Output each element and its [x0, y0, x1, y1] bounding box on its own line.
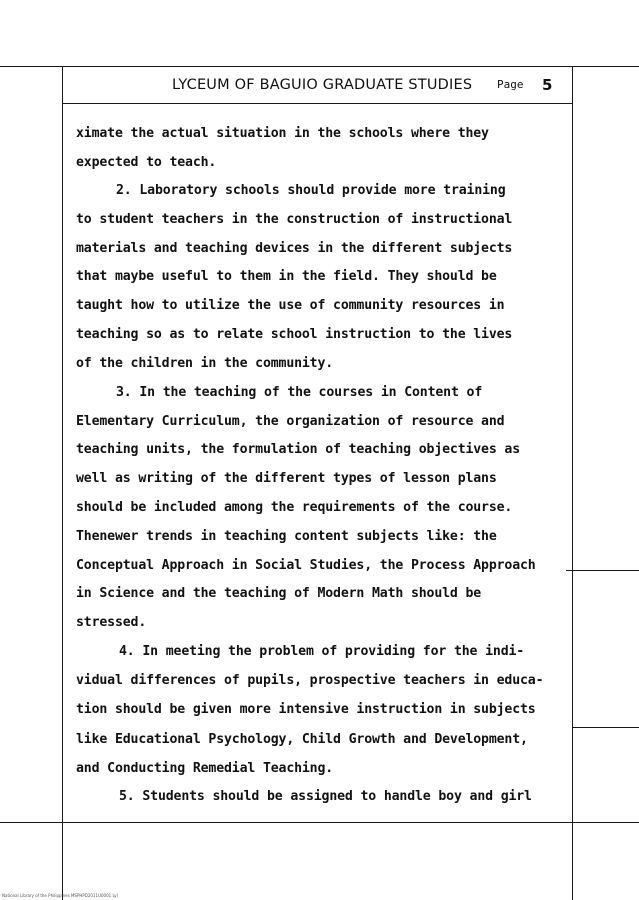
text-line: in Science and the teaching of Modern Math should be [76, 586, 482, 601]
text-line: and Conducting Remedial Teaching. [76, 761, 334, 776]
text-line: to student teachers in the construction of instructional [76, 212, 513, 227]
text-line: ximate the actual situation in the schools where they [76, 126, 489, 141]
right-margin-rule [572, 66, 573, 900]
text-line: 4. In meeting the problem of providing for the indi- [119, 644, 525, 659]
page-label: Page [497, 78, 524, 91]
text-line: tion should be given more intensive instruction in subjects [76, 702, 536, 717]
text-line: Conceptual Approach in Social Studies, the Process Approach [76, 558, 536, 573]
text-line: 3. In the teaching of the courses in Content of [116, 385, 483, 400]
text-line: 5. Students should be assigned to handle boy and girl [119, 789, 532, 804]
left-margin-rule [62, 66, 63, 900]
text-line: expected to teach. [76, 155, 217, 170]
text-line: teaching units, the formulation of teaching objectives as [76, 442, 521, 457]
text-line: should be included among the requirements of the course. [76, 500, 513, 515]
text-line: stressed. [76, 615, 147, 630]
text-line: Thenewer trends in teaching content subjects like: the [76, 529, 497, 544]
text-line: 2. Laboratory schools should provide more training [116, 183, 506, 198]
page-number: 5 [542, 76, 553, 94]
archive-footer-note: National Library of the Philippines MSPHPD2011U0001 Lyl [2, 893, 118, 898]
header-bottom-rule [62, 103, 573, 104]
right-margin-tick-upper [566, 570, 639, 571]
header-top-rule [0, 66, 639, 67]
text-line: that maybe useful to them in the field. They should be [76, 269, 497, 284]
text-line: Elementary Curriculum, the organization of resource and [76, 414, 505, 429]
text-line: well as writing of the different types of lesson plans [76, 471, 497, 486]
text-line: materials and teaching devices in the different subjects [76, 241, 513, 256]
institution-title: LYCEUM OF BAGUIO GRADUATE STUDIES [172, 77, 473, 93]
text-line: teaching so as to relate school instruction to the lives [76, 327, 513, 342]
text-line: of the children in the community. [76, 356, 334, 371]
right-margin-tick-lower [572, 727, 639, 728]
text-line: like Educational Psychology, Child Growth and Development, [76, 732, 528, 747]
text-line: vidual differences of pupils, prospective teachers in educa- [76, 673, 544, 688]
text-line: taught how to utilize the use of community resources in [76, 298, 505, 313]
footer-top-rule [0, 822, 639, 823]
